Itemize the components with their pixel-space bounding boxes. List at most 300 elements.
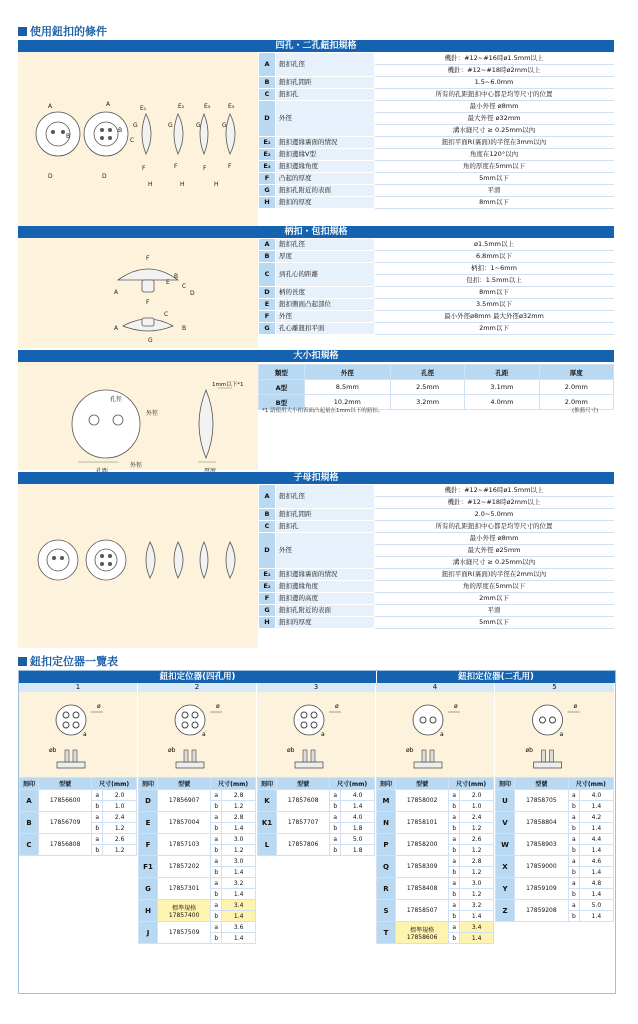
spec-value: 5mm以下: [375, 173, 614, 185]
size-a-label: a: [449, 900, 460, 911]
spec-row: [259, 323, 614, 335]
shank-spec-table: [258, 238, 614, 335]
spec-value: 2mm以下: [375, 593, 614, 605]
spec-row: [259, 161, 614, 173]
spec-value: 最大外徑 ø25mm: [375, 545, 614, 557]
spec-row: [259, 605, 614, 617]
size-b-value: 1.0: [460, 801, 494, 812]
svg-text:E: E: [166, 279, 170, 286]
size-a-value: 4.6: [579, 856, 613, 867]
header-mark: 刻印: [258, 778, 277, 790]
size-a-label: a: [449, 856, 460, 867]
size-b-label: b: [449, 867, 460, 878]
positioner-row: [258, 790, 375, 801]
size-b-value: 1.4: [460, 933, 494, 944]
positioner-row: [496, 812, 614, 823]
spec-key: G: [259, 605, 276, 617]
positioner-row: [377, 856, 494, 867]
spec-key: F: [259, 173, 276, 185]
size-b-value: 1.4: [222, 933, 256, 944]
positioner-mark: F1: [139, 856, 158, 878]
size-b-label: b: [211, 801, 222, 812]
spec-key: G: [259, 323, 276, 335]
model-number: 17858507: [406, 907, 438, 914]
size-a-value: 2.6: [460, 834, 494, 845]
size-b-value: 1.4: [222, 889, 256, 900]
positioner-column: [495, 777, 614, 922]
size-a-label: a: [449, 812, 460, 823]
spec-name: 鈕扣孔附近的表面: [276, 605, 375, 617]
positioner-row: [496, 878, 614, 889]
positioner-model: [515, 856, 569, 878]
positioner-model: [158, 790, 211, 812]
size-cell: A型: [259, 380, 305, 395]
size-a-value: 3.0: [460, 878, 494, 889]
spec-name: 鈕扣邊緣V型: [276, 149, 375, 161]
size-b-label: b: [211, 867, 222, 878]
header-mark: 刻印: [377, 778, 396, 790]
spec-name: 鈕扣的厚度: [276, 617, 375, 629]
svg-text:a: a: [202, 731, 206, 738]
spec-value: 鈕扣平面R(裏面)的半徑在3mm以內: [375, 137, 614, 149]
spec-row: [259, 137, 614, 149]
model-number: 17858705: [526, 797, 557, 804]
svg-text:H: H: [214, 181, 219, 188]
svg-text:ø: ø: [454, 703, 458, 710]
svg-text:ø: ø: [335, 703, 339, 710]
model-number: 17858002: [406, 797, 438, 804]
model-number: 17856808: [49, 841, 81, 848]
size-a-label: a: [568, 834, 579, 845]
size-a-label: a: [211, 856, 222, 867]
size-b-value: 1.8: [341, 823, 375, 834]
size-table: [258, 364, 614, 410]
positioner-model: [158, 834, 211, 856]
positioner-mark: H: [139, 900, 158, 922]
spec-row: [259, 89, 614, 101]
positioner-row: [20, 812, 137, 823]
spec-value: 2mm以下: [375, 323, 614, 335]
positioner-row: [377, 790, 494, 801]
svg-text:a: a: [559, 731, 564, 738]
four-two-hole-title: 四孔・二孔鈕扣規格: [18, 40, 614, 52]
positioner-mark: P: [377, 834, 396, 856]
positioner-model: [158, 922, 211, 944]
positioner-model: [39, 834, 92, 856]
size-header: 類型: [259, 365, 305, 380]
size-cell: 10.2mm: [304, 395, 390, 410]
positioner-row: [496, 834, 614, 845]
size-b-value: 1.2: [103, 823, 137, 834]
positioner-row: [139, 834, 256, 845]
spec-key: E₁: [259, 569, 276, 581]
size-b-label: b: [92, 823, 103, 834]
positioner-mark: D: [139, 790, 158, 812]
svg-text:A: A: [114, 325, 119, 332]
size-cell: 4.0mm: [465, 395, 539, 410]
spec-key: D: [259, 287, 276, 299]
standard-label: 標準規格: [172, 904, 197, 912]
size-a-label: a: [449, 834, 460, 845]
size-panel: [18, 350, 614, 470]
positioner-row: [258, 812, 375, 823]
size-a-label: a: [211, 922, 222, 933]
positioner-row: [496, 900, 614, 911]
standard-label: 標準規格: [410, 926, 435, 934]
spec-key: B: [259, 77, 276, 89]
spec-name: 鈕扣孔附近的表面: [276, 185, 375, 197]
spec-value: 機針：#12~#18時ø2mm以上: [375, 497, 614, 509]
svg-text:F: F: [203, 165, 207, 172]
model-number: 17857707: [287, 819, 319, 826]
size-a-value: 2.6: [103, 834, 137, 845]
square-bullet-icon: [18, 27, 27, 36]
size-note: *1 請使用大小扣表面凸起量在1mm以下的鈕扣。: [262, 408, 384, 414]
spec-value: 最小外徑 ø8mm: [375, 101, 614, 113]
spec-key: C: [259, 89, 276, 101]
spec-name: 鈕扣邊的高度: [276, 593, 375, 605]
positioner-model: [39, 790, 92, 812]
size-illustration: [18, 362, 258, 470]
header-model: 型號: [39, 778, 92, 790]
model-number: 17859208: [526, 907, 557, 914]
model-number: 17856600: [49, 797, 81, 804]
positioner-model: [158, 878, 211, 900]
spec-value: 3.5mm以下: [375, 299, 614, 311]
positioner-row: [20, 834, 137, 845]
size-b-value: 1.4: [579, 845, 613, 856]
spec-key: F: [259, 593, 276, 605]
positioner-mark: F: [139, 834, 158, 856]
size-a-label: a: [568, 900, 579, 911]
spec-value: 機針：#12~#16時ø1.5mm以上: [375, 53, 614, 65]
svg-text:C: C: [182, 283, 187, 290]
positioner-model: [277, 790, 330, 812]
size-a-value: 5.0: [579, 900, 613, 911]
positioner-model: [515, 878, 569, 900]
spec-name: 外徑: [276, 101, 375, 137]
size-b-label: b: [211, 933, 222, 944]
positioner-model: [158, 856, 211, 878]
size-a-label: a: [211, 790, 222, 801]
size-a-value: 5.0: [341, 834, 375, 845]
size-title: 大小扣規格: [18, 350, 614, 362]
positioner-mark: Q: [377, 856, 396, 878]
size-b-value: 1.2: [460, 823, 494, 834]
spec-value: 最小外徑ø8mm 最大外徑ø32mm: [375, 311, 614, 323]
spec-key: H: [259, 617, 276, 629]
svg-text:C: C: [164, 311, 169, 318]
spec-name: 鈕扣孔間距: [276, 509, 375, 521]
positioner-two-title: 鈕扣定位器(二孔用): [377, 671, 615, 683]
size-a-label: a: [449, 878, 460, 889]
svg-text:F: F: [174, 163, 178, 170]
spec-name: 鈕扣孔: [276, 89, 375, 101]
size-cell: 2.0mm: [539, 380, 613, 395]
spec-row: [259, 593, 614, 605]
size-b-label: b: [211, 911, 222, 922]
spec-key: A: [259, 239, 276, 251]
svg-text:ø: ø: [573, 703, 578, 710]
size-b-value: 1.4: [579, 801, 613, 812]
svg-text:a: a: [440, 731, 444, 738]
snap-panel: [18, 472, 614, 648]
positioner-column: [138, 777, 256, 944]
model-number: 17856709: [49, 819, 81, 826]
spec-row: [259, 311, 614, 323]
size-a-value: 4.0: [341, 812, 375, 823]
size-a-value: 3.4: [460, 922, 494, 933]
size-b-value: 1.4: [222, 911, 256, 922]
section-title-conditions: 使用鈕扣的條件: [18, 23, 107, 39]
spec-key: A: [259, 53, 276, 77]
size-header-row: [259, 365, 614, 380]
spec-name: 鈕扣的厚度: [276, 197, 375, 209]
positioner-list: [18, 670, 616, 994]
header-size: 尺寸(mm): [211, 778, 256, 790]
spec-row: [259, 581, 614, 593]
svg-text:B: B: [182, 325, 187, 332]
size-b-value: 1.4: [460, 911, 494, 922]
size-a-value: 3.6: [222, 922, 256, 933]
size-b-label: b: [330, 801, 341, 812]
positioner-mark: R: [377, 878, 396, 900]
model-number: 17859000: [526, 863, 557, 870]
spec-name: 鈕扣邊緣角度: [276, 581, 375, 593]
size-b-label: b: [449, 889, 460, 900]
spec-key: B: [259, 509, 276, 521]
spec-key: H: [259, 197, 276, 209]
size-a-label: a: [568, 812, 579, 823]
spec-value: 溝水縫尺寸 ≥ 0.25mm以內: [375, 557, 614, 569]
spec-value: 最大外徑 ø32mm: [375, 113, 614, 125]
positioner-illustration: [376, 692, 495, 777]
model-number: 17857301: [168, 885, 200, 892]
size-a-label: a: [92, 790, 103, 801]
positioner-row: [20, 790, 137, 801]
size-a-label: a: [330, 790, 341, 801]
svg-text:a: a: [321, 731, 325, 738]
spec-value: 2.0~5.0mm: [375, 509, 614, 521]
spec-key: E₃: [259, 161, 276, 173]
size-a-label: a: [330, 834, 341, 845]
snap-illustration: [18, 484, 258, 648]
positioner-header-row: [496, 778, 614, 790]
size-b-value: 1.4: [579, 911, 613, 922]
positioner-model: [39, 812, 92, 834]
model-number: 17858309: [406, 863, 438, 870]
label-outer2: 外徑: [130, 462, 143, 469]
spec-value: 鈕扣平面R(裏面)的半徑在2mm以內: [375, 569, 614, 581]
positioner-row: [377, 812, 494, 823]
positioner-mark: T: [377, 922, 396, 944]
spec-row: [259, 533, 614, 545]
positioner-mark: Y: [496, 878, 515, 900]
positioner-mark: L: [258, 834, 277, 856]
size-cell: 8.5mm: [304, 380, 390, 395]
svg-text:E₂: E₂: [178, 103, 185, 110]
spec-row: [259, 239, 614, 251]
four-two-hole-illustration: [18, 52, 258, 226]
svg-text:A: A: [106, 101, 111, 108]
spec-row: [259, 197, 614, 209]
size-b-label: b: [211, 889, 222, 900]
positioner-column: [19, 777, 137, 856]
model-number: 17857509: [168, 929, 200, 936]
positioner-row: [377, 878, 494, 889]
spec-row: [259, 287, 614, 299]
square-bullet-icon: [18, 657, 27, 666]
spec-name: 到孔心的距離: [276, 263, 375, 287]
svg-text:D: D: [48, 173, 53, 180]
positioner-model: [515, 812, 569, 834]
svg-text:D: D: [190, 290, 195, 297]
size-b-label: b: [449, 801, 460, 812]
spec-row: [259, 569, 614, 581]
svg-text:E₃: E₃: [204, 103, 211, 110]
spec-key: A: [259, 485, 276, 509]
size-b-label: b: [449, 845, 460, 856]
size-a-label: a: [211, 900, 222, 911]
spec-value: 5mm以下: [375, 617, 614, 629]
model-number: 17857103: [168, 841, 200, 848]
positioner-number: 4: [376, 683, 495, 692]
svg-text:øb: øb: [525, 747, 533, 754]
svg-text:ø: ø: [97, 703, 101, 710]
snap-spec-table: [258, 484, 614, 629]
svg-text:øb: øb: [406, 747, 414, 754]
spec-value: 平滑: [375, 605, 614, 617]
svg-text:a: a: [83, 731, 87, 738]
size-b-label: b: [568, 889, 579, 900]
spec-name: 鈕扣孔徑: [276, 485, 375, 509]
model-number: 17857202: [168, 863, 200, 870]
positioner-row: [496, 856, 614, 867]
svg-text:A: A: [114, 289, 119, 296]
positioner-mark: K: [258, 790, 277, 812]
positioner-row: [377, 900, 494, 911]
spec-row: [259, 485, 614, 497]
spec-row: [259, 299, 614, 311]
svg-text:H: H: [148, 181, 153, 188]
svg-text:G: G: [196, 122, 201, 129]
positioner-model: [396, 834, 449, 856]
positioner-row: [139, 922, 256, 933]
model-number: 17858101: [406, 819, 438, 826]
size-a-label: a: [211, 878, 222, 889]
positioner-number: 5: [495, 683, 615, 692]
spec-value: 角的厚度在5mm以下: [375, 161, 614, 173]
spec-name: 凸起的厚度: [276, 173, 375, 185]
size-b-value: 1.2: [103, 845, 137, 856]
positioner-row: [139, 812, 256, 823]
spec-key: E₂: [259, 149, 276, 161]
size-a-label: a: [568, 856, 579, 867]
svg-text:G: G: [168, 122, 173, 129]
positioner-mark: J: [139, 922, 158, 944]
size-b-label: b: [568, 823, 579, 834]
spec-name: 柄的長度: [276, 287, 375, 299]
spec-value: 溝水縫尺寸 ≥ 0.25mm以內: [375, 125, 614, 137]
spec-row: [259, 173, 614, 185]
model-number: 17857806: [287, 841, 319, 848]
size-b-label: b: [92, 801, 103, 812]
spec-name: 鈕扣孔: [276, 521, 375, 533]
positioner-mark: X: [496, 856, 515, 878]
positioner-mark: K1: [258, 812, 277, 834]
svg-text:E₁: E₁: [140, 105, 147, 112]
spec-value: 8mm以下: [375, 197, 614, 209]
positioner-header-row: [258, 778, 375, 790]
svg-text:C: C: [130, 137, 135, 144]
positioner-mark: A: [20, 790, 39, 812]
spec-value: 柄扣：1~6mm: [375, 263, 614, 275]
spec-key: B: [259, 251, 276, 263]
size-a-value: 4.0: [579, 790, 613, 801]
svg-text:E₃: E₃: [228, 103, 235, 110]
positioner-illustration: [495, 692, 615, 777]
spec-row: [259, 53, 614, 65]
positioner-header-row: [139, 778, 256, 790]
positioner-mark: Z: [496, 900, 515, 922]
positioner-model: [277, 812, 330, 834]
size-a-label: a: [449, 922, 460, 933]
header-model: 型號: [396, 778, 449, 790]
spec-row: [259, 521, 614, 533]
svg-text:G: G: [222, 122, 227, 129]
spec-value: 角度在120°以內: [375, 149, 614, 161]
size-a-value: 2.4: [460, 812, 494, 823]
spec-row: [259, 101, 614, 113]
positioner-mark: N: [377, 812, 396, 834]
svg-text:F: F: [228, 163, 232, 170]
positioner-row: [139, 900, 256, 911]
model-number: 17858606: [406, 933, 438, 941]
spec-key: F: [259, 311, 276, 323]
spec-value: 所有的孔距鈕扣中心都是均等尺寸的位置: [375, 89, 614, 101]
size-a-value: 3.2: [460, 900, 494, 911]
positioner-model: [396, 856, 449, 878]
header-mark: 刻印: [20, 778, 39, 790]
header-model: 型號: [277, 778, 330, 790]
positioner-column: [376, 777, 494, 944]
positioner-model: [396, 790, 449, 812]
spec-key: E₁: [259, 137, 276, 149]
four-two-hole-panel: [18, 40, 614, 226]
size-b-value: 1.2: [460, 867, 494, 878]
positioner-row: [377, 834, 494, 845]
positioner-model: [515, 834, 569, 856]
positioner-model: [515, 790, 569, 812]
model-number: 17858200: [406, 841, 438, 848]
positioner-mark: G: [139, 878, 158, 900]
positioner-illustration: [257, 692, 376, 777]
positioner-model: [396, 812, 449, 834]
model-number: 17857608: [287, 797, 319, 804]
model-number: 17858903: [526, 841, 557, 848]
size-a-value: 2.0: [460, 790, 494, 801]
size-a-value: 2.8: [460, 856, 494, 867]
positioner-mark: C: [20, 834, 39, 856]
svg-text:B: B: [174, 273, 179, 280]
spec-value: 機針：#12~#18時ø2mm以上: [375, 65, 614, 77]
svg-text:F: F: [146, 255, 150, 262]
label-bulge: 1mm以下*1: [212, 382, 244, 388]
size-a-value: 3.4: [222, 900, 256, 911]
positioner-model: [277, 834, 330, 856]
positioner-row: [139, 790, 256, 801]
spec-row: [259, 509, 614, 521]
